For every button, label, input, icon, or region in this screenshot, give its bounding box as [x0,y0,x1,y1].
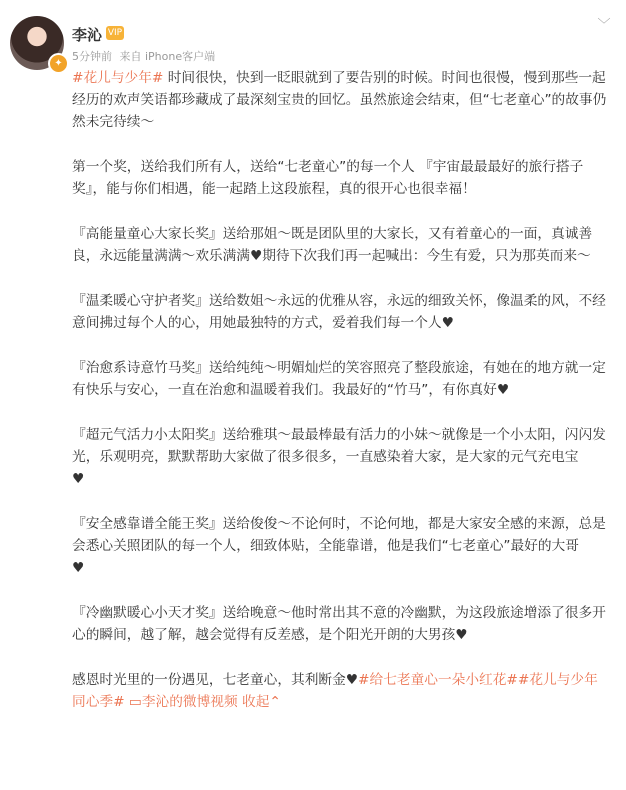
paragraph-text: 『温柔暖心守护者奖』送给数姐～永远的优雅从容，永远的细致关怀，像温柔的风，不经意间拂过每个人的心，用她最独特的方式，爱着我们每一个人 [72,293,606,331]
paragraph-text: 期待下次我们再一起喊出：今生有爱，只为那英而来～ [262,248,591,264]
paragraph-2: 第一个奖，送给我们所有人，送给“七老童心”的每一个人 『宇宙最最最好的旅行搭子奖』，能与你们相遇，能一起踏上这段旅程，真的很开心也很幸福！ [72,159,584,197]
paragraph-6 [72,424,608,490]
heart-icon: ♥ [72,560,85,576]
heart-icon: ♥ [441,315,454,331]
video-icon: ▭ [128,694,142,710]
paragraph-text: 『冷幽默暖心小天才奖』送给晚意～他时常出其不意的冷幽默，为这段旅途增添了很多开心的瞬间，越了解，越会觉得有反差感，是个阳光开朗的大男孩 [72,605,606,643]
paragraph-5 [72,357,608,401]
heart-icon: ♥ [455,627,468,643]
heart-icon: ♥ [345,672,359,688]
hashtag-link[interactable]: #花儿与少年同心季# [72,672,598,710]
vip-icon: VIP [107,28,123,38]
hashtag-link[interactable]: #给七老童心一朵小红花# [358,672,518,688]
paragraph-text: 『治愈系诗意竹马奖』送给纯纯～明媚灿烂的笑容照亮了整段旅途，有她在的地方就一定有快乐与安心，一直在治愈和温暖着我们。我最好的“竹马”，有你真好 [72,360,606,398]
paragraph-text: 时间很快，快到一眨眼就到了要告别的时候。时间也很慢，慢到那些一起经历的欢声笑语都珍藏成了最深刻宝贵的回忆。虽然旅途会结束，但“七老童心”的故事仍然未完待续～ [72,70,607,130]
heart-icon: ♥ [496,382,510,398]
paragraph-1 [72,67,608,133]
verified-badge-icon: ✦ [48,53,69,74]
user-name[interactable]: 李沁 [72,26,103,44]
paragraph-9 [72,669,608,713]
paragraph-7 [72,513,608,579]
video-link[interactable]: 李沁的微博视频 [141,694,238,710]
heart-icon: ♥ [249,248,263,264]
paragraph-3 [72,223,608,267]
paragraph-text: 感恩时光里的一份遇见，七老童心，其利断金 [72,672,346,688]
paragraph-8 [72,602,608,646]
chevron-down-icon[interactable]: ﹀ [597,18,611,33]
post-header [0,0,626,70]
hashtag-link[interactable]: #花儿与少年# [72,70,164,86]
post-time[interactable]: 5分钟前 [72,50,112,63]
chevron-up-icon[interactable]: ⌃ [269,694,281,710]
post-source: 来自 iPhone客户端 [119,50,216,63]
collapse-link[interactable]: 收起 [242,694,270,710]
post-content [72,67,608,713]
paragraph-text: 『安全感靠谱全能王奖』送给俊俊～不论何时，不论何地，都是大家安全感的来源，总是会悉心关照团队的每一个人，细致体贴，全能靠谱，他是我们“七老童心”最好的大哥 [72,516,606,554]
paragraph-text: 『高能量童心大家长奖』送给那姐～既是团队里的大家长，又有着童心的一面，真诚善良，永远能量满满～欢乐满满 [72,226,593,264]
post-meta [72,48,219,64]
paragraph-text: 『超元气活力小太阳奖』送给雅琪～最最棒最有活力的小妹～就像是一个小太阳，闪闪发光，乐观明亮，默默帮助大家做了很多很多，一直感染着大家，是大家的元气充电宝 [72,427,606,465]
paragraph-4 [72,290,608,334]
heart-icon: ♥ [72,471,85,487]
